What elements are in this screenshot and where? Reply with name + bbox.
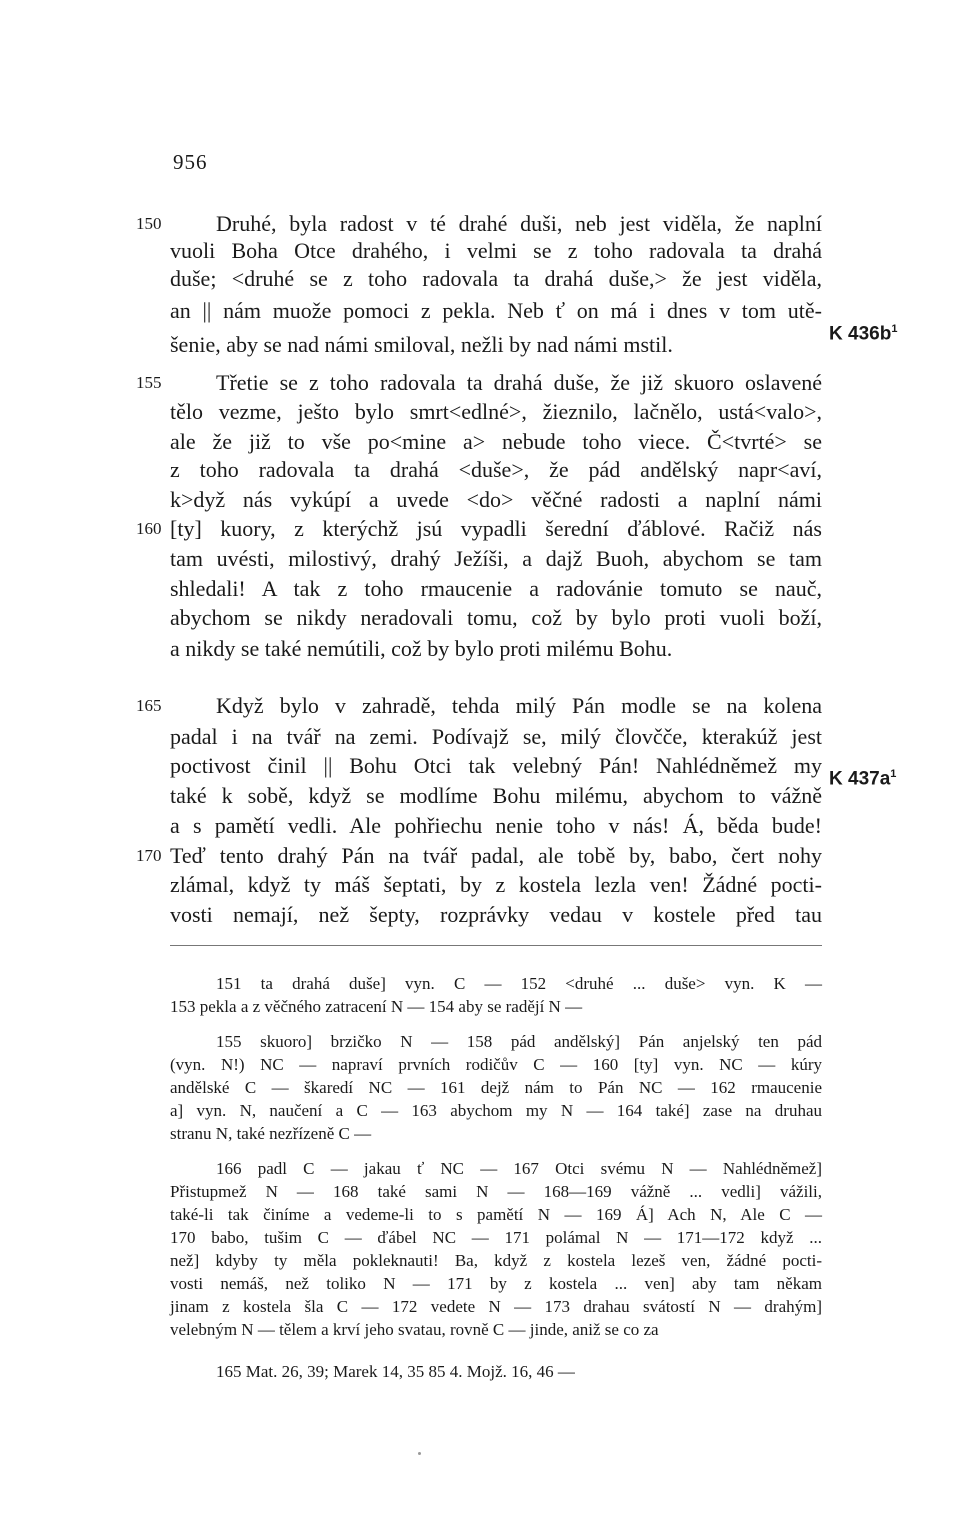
apparatus-note-line: než] kdyby ty měla pokleknauti! Ba, když z kostela lezeš ven, žádné pocti- xyxy=(170,1251,822,1270)
text-line: shledali! A tak z toho rmaucenie a radovánie tomuto se nauč, xyxy=(170,576,822,601)
apparatus-note-line: také-li tak činíme a vedeme-li to s pamětí N — 169 Á] Ach N, Ale C — xyxy=(170,1205,822,1224)
apparatus-note-line: andělské C — škaredí NC — 161 dejž nám to Pán NC — 162 rmaucenie xyxy=(170,1078,822,1097)
text-line: [ty] kuory, z kterýchž jsú vypadli šerední ďáblové. Račiž nás xyxy=(170,516,822,541)
apparatus-note-line: (vyn. N!) NC — napraví prvních rodičův C — 160 [ty] vyn. NC — kúry xyxy=(170,1055,822,1074)
text-line: Když bylo v zahradě, tehda milý Pán modle se na kolena xyxy=(216,693,822,718)
text-line: k>dyž nás vykúpí a uvede <do> věčné radosti a naplní námi xyxy=(170,487,822,512)
text-line: Druhé, byla radost v té drahé duši, neb jest viděla, že naplní xyxy=(216,211,822,236)
text-line: Třetie se z toho radovala ta drahá duše, že již skuoro oslavené xyxy=(216,370,822,395)
text-line: tělo vezme, ješto bylo smrt<edlné>, žieznilo, lačnělo, ustá<valo>, xyxy=(170,399,822,424)
footnote-rule xyxy=(170,945,822,946)
text-line: z toho radovala ta drahá <duše>, že pád andělský napr<aví, xyxy=(170,457,822,482)
margin-reference xyxy=(829,315,897,348)
margin-reference-sup: 1 xyxy=(891,323,898,335)
text-line: padal i na tvář na zemi. Podívajž se, milý človčče, kterakúž jest xyxy=(170,724,822,749)
apparatus-note-line: 170 babo, tušim C — ďábel NC — 171 polámal N — 171—172 když ... xyxy=(170,1228,822,1247)
decorative-dot xyxy=(418,1452,421,1455)
text-line: abychom se nikdy neradovali tomu, což by bylo proti vuoli boží, xyxy=(170,605,822,630)
apparatus-note-line: 151 ta drahá duše] vyn. C — 152 <druhé ... duše> vyn. K — xyxy=(216,974,822,993)
line-number: 155 xyxy=(136,373,162,392)
text-line: poctivost činil || Bohu Otci tak velebný Pán! Nahlédněmež my xyxy=(170,753,822,778)
line-number: 165 xyxy=(136,696,162,715)
line-number: 170 xyxy=(136,846,162,865)
margin-reference xyxy=(829,760,896,793)
margin-reference-sup: 1 xyxy=(890,768,897,780)
apparatus-note-line: vosti nemáš, než toliko N — 171 by z kostela ... ven] aby tam někam xyxy=(170,1274,822,1293)
text-line: a nikdy se také nemútili, což by bylo proti milému Bohu. xyxy=(170,636,673,661)
apparatus-note-line: Přistupmež N — 168 také sami N — 168—169 vážně ... vedli] vážili, xyxy=(170,1182,822,1201)
text-line: tam uvésti, milostivý, drahý Ježíši, a dajž Buoh, abychom se tam xyxy=(170,546,822,571)
text-line: zlámal, když ty máš šeptati, by z kostela lezla ven! Žádné pocti- xyxy=(170,872,822,897)
text-line: vuoli Boha Otce drahého, i velmi se z toho radovala ta drahá xyxy=(170,238,822,263)
text-line: také k sobě, když se modlíme Bohu milému, abychom to vážně xyxy=(170,783,822,808)
page-number: 956 xyxy=(173,150,208,174)
apparatus-note-line: jinam z kostela šla C — 172 vedete N — 173 drahau svátostí N — drahým] xyxy=(170,1297,822,1316)
apparatus-note-line: 153 pekla a z věčného zatracení N — 154 aby se radějí N — xyxy=(170,997,583,1016)
text-line: a s pamětí vedli. Ale pohřiechu nenie toho v nás! Á, běda bude! xyxy=(170,813,822,838)
apparatus-note-line: a] vyn. N, naučení a C — 163 abychom my N — 164 také] zase na druhau xyxy=(170,1101,822,1120)
text-line: Teď tento drahý Pán na tvář padal, ale tobě by, babo, čert nohy xyxy=(170,843,822,868)
text-line: duše; <druhé se z toho radovala ta drahá duše,> že jest viděla, xyxy=(170,266,822,291)
margin-reference-label: K 436b xyxy=(829,323,892,345)
margin-reference-label: K 437a xyxy=(829,768,891,790)
apparatus-note-line: velebným N — tělem a krví jeho svatau, rovně C — jinde, aniž se co za xyxy=(170,1320,659,1339)
text-line: šenie, aby se nad námi smiloval, nežli by nad námi mstil. xyxy=(170,332,673,357)
source-note: 165 Mat. 26, 39; Marek 14, 35 85 4. Mojž. 16, 46 — xyxy=(216,1362,575,1381)
text-line: an || nám muože pomoci z pekla. Neb ť on má i dnes v tom utě- xyxy=(170,298,822,323)
apparatus-note-line: stranu N, také nezřízeně C — xyxy=(170,1124,372,1143)
line-number: 150 xyxy=(136,214,162,233)
text-line: vosti nemají, než šepty, rozprávky vedau v kostele před tau xyxy=(170,902,822,927)
apparatus-note-line: 166 padl C — jakau ť NC — 167 Otci svému N — Nahlédněmež] xyxy=(216,1159,822,1178)
line-number: 160 xyxy=(136,519,162,538)
text-line: ale že již to vše po<mine a> nebude toho viece. Č<tvrté> se xyxy=(170,429,822,454)
apparatus-note-line: 155 skuoro] brzičko N — 158 pád andělský] Pán anjelský ten pád xyxy=(216,1032,822,1051)
